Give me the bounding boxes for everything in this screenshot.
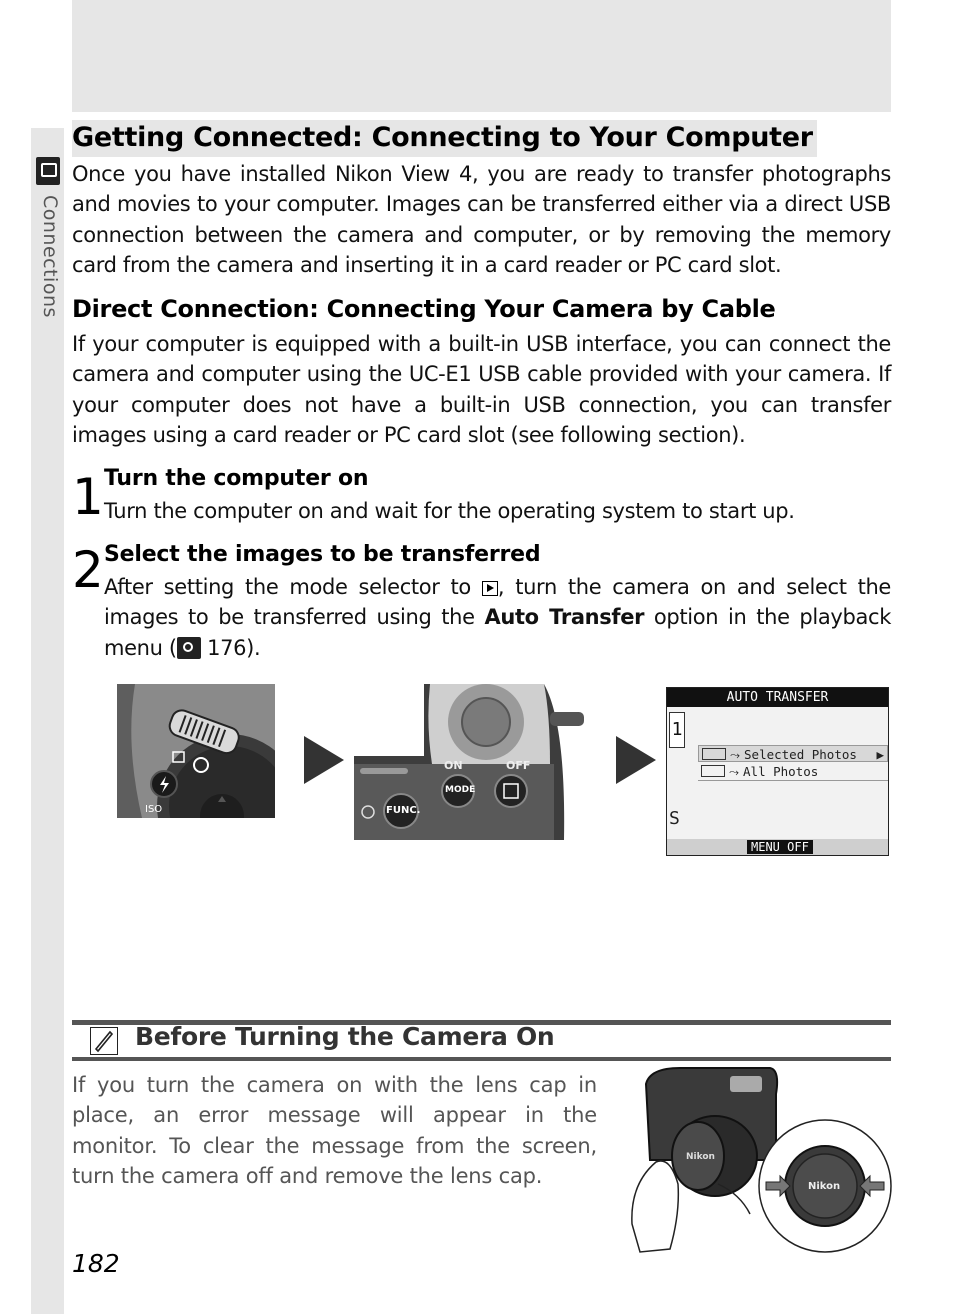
- transfer-icon: ⤳: [729, 764, 740, 779]
- step-text: Turn the computer on and wait for the operating system to start up.: [104, 499, 795, 523]
- header-band: [72, 0, 891, 112]
- monitor-screen: [666, 687, 889, 856]
- menu-off-label: MENU OFF: [747, 840, 813, 854]
- on-label: ON: [444, 759, 463, 772]
- screen-option-label: All Photos: [743, 764, 819, 779]
- step-text: [104, 572, 891, 663]
- cap-brand-text: Nikon: [808, 1181, 841, 1192]
- section-paragraph: If your computer is equipped with a built-in USB interface, you can connect the camera and computer using the UC-E1 USB cable provided with your camera. If your computer does not have a built-in USB connection, you can transfer images using a card reader or PC card slot (see following section).: [72, 332, 891, 447]
- connections-icon: [36, 157, 60, 185]
- intro-paragraph: Once you have installed Nikon View 4, you are ready to transfer photographs and movies to your computer. Images can be transferred either via a direct USB connection between the camera and computer, or by removing the memory card from the camera and inserting it in a card reader or PC card slot.: [72, 162, 891, 277]
- mode-button-label: MODE: [445, 785, 476, 795]
- camera-body-photo: [354, 684, 586, 840]
- transfer-icon: ⤳: [730, 747, 741, 762]
- section-heading: Direct Connection: Connecting Your Camera by Cable: [72, 295, 776, 323]
- step-text-part: After setting the mode selector to: [104, 575, 482, 599]
- page-number: 182: [72, 1249, 120, 1278]
- step-title: Turn the computer on: [104, 466, 369, 491]
- lens-cap-drawing: [620, 1064, 892, 1254]
- mode-dial-illustration: [117, 684, 275, 818]
- off-label: OFF: [506, 759, 531, 772]
- func-button-label: FUNC.: [386, 805, 421, 816]
- step-text-part: , turn the camera on and select the images to be transferred using the: [104, 575, 891, 630]
- playback-mode-icon: [482, 581, 498, 596]
- step-number: 2: [72, 541, 104, 599]
- note-rule: [72, 1057, 891, 1061]
- step-text-part: 176).: [200, 635, 261, 660]
- step-text-part: option in the playback menu (: [104, 605, 892, 660]
- chevron-right-icon: ▶: [876, 747, 884, 762]
- thumbnail-icon: [701, 765, 725, 777]
- screen-side-marker: S: [669, 808, 680, 829]
- thumbnail-icon: [702, 748, 726, 760]
- page-reference-icon: [177, 637, 201, 659]
- page-title: Getting Connected: Connecting to Your Computer: [72, 120, 817, 157]
- screen-title: AUTO TRANSFER: [667, 688, 888, 707]
- sidebar-label: Connections: [39, 195, 61, 318]
- auto-transfer-term: Auto Transfer: [484, 605, 645, 630]
- arrow-icon: [304, 736, 344, 784]
- lens-brand-text: Nikon: [686, 1152, 715, 1162]
- note-heading: Before Turning the Camera On: [135, 1022, 555, 1051]
- mode-dial-photo: [117, 684, 275, 818]
- screen-menu-option: [698, 763, 888, 781]
- lens-cap-illustration: [620, 1064, 892, 1254]
- note-check-icon: [90, 1027, 118, 1055]
- arrow-icon: [616, 736, 656, 784]
- screen-menu-option: [698, 745, 888, 762]
- screen-option-label: Selected Photos: [744, 747, 857, 762]
- step-title: Select the images to be transferred: [104, 542, 541, 567]
- step-number: 1: [72, 468, 104, 526]
- note-paragraph: If you turn the camera on with the lens cap in place, an error message will appear in the monitor. To clear the message from the screen, turn the camera off and remove the lens cap.: [72, 1073, 597, 1188]
- camera-body-illustration: [354, 684, 586, 840]
- screen-side-marker: 1: [669, 712, 685, 748]
- iso-label: ISO: [145, 804, 163, 815]
